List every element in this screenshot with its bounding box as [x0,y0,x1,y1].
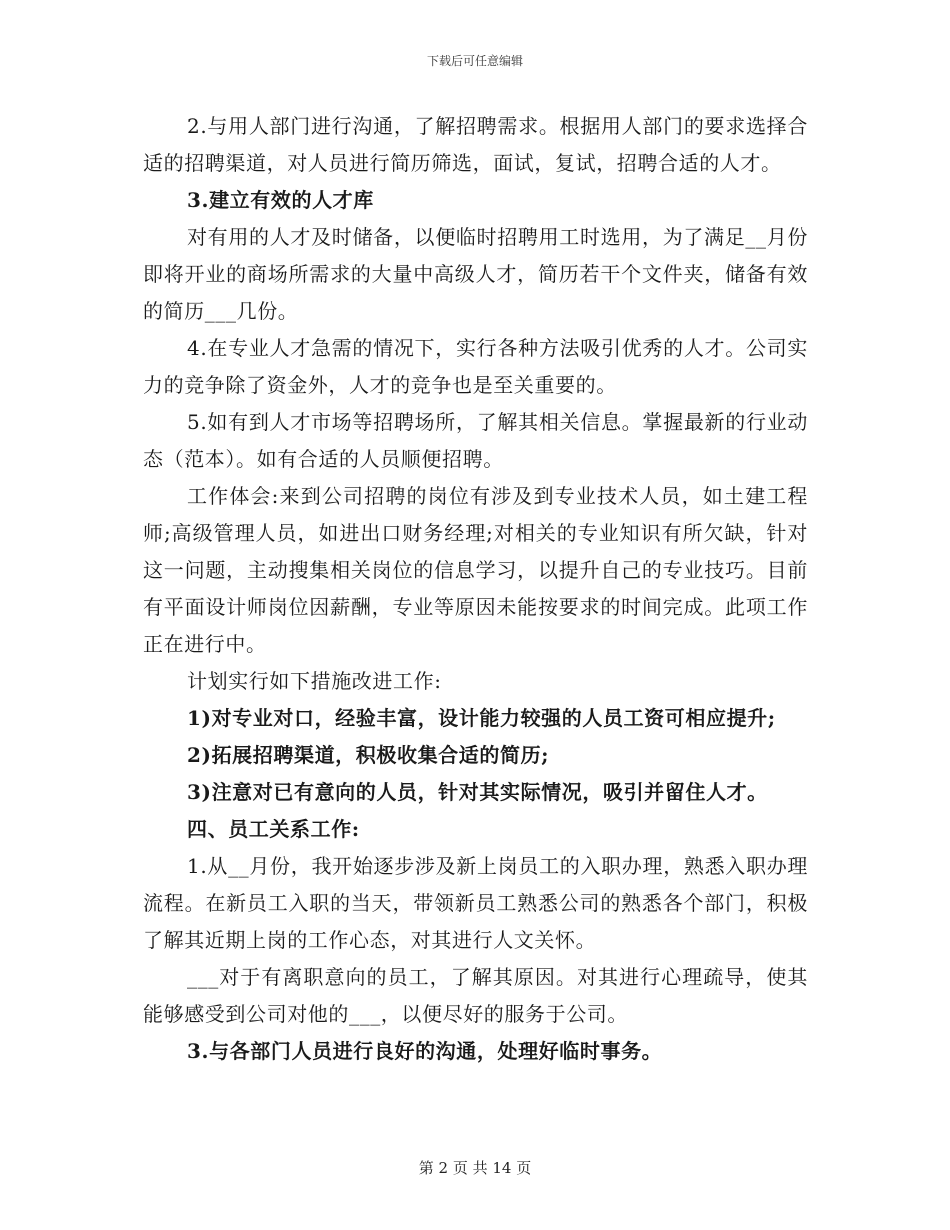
document-body [143,108,808,1070]
paragraph-resignation: ___对于有离职意向的员工，了解其原因。对其进行心理疏导，使其能够感受到公司对他的___，以便尽好的服务于公司。 [143,965,808,1026]
heading-talent-pool: 3.建立有效的人才库 [187,188,374,212]
page-footer: 第 2 页 共 14 页 [418,1159,532,1177]
plan-item-2: 2)拓展招聘渠道，积极收集合适的简历; [187,743,550,767]
paragraph-improvement-plan: 计划实行如下措施改进工作: [187,669,442,693]
paragraph-talent-market: 5.如有到人才市场等招聘场所，了解其相关信息。掌握最新的行业动态（范本）。如有合适的人员顺便招聘。 [143,410,808,471]
plan-item-1: 1)对专业对口，经验丰富，设计能力较强的人员工资可相应提升; [187,706,776,730]
paragraph-onboarding: 1.从__月份，我开始逐步涉及新上岗员工的入职办理，熟悉入职办理流程。在新员工入职的当天，带领新员工熟悉公司的熟悉各个部门，积极了解其近期上岗的工作心态，对其进行人文关怀。 [143,854,808,952]
section-heading-employee-relations: 四、员工关系工作: [187,817,360,841]
page-header: 下载后可任意编辑 [426,54,523,68]
paragraph-recruit-communication: 2.与用人部门进行沟通，了解招聘需求。根据用人部门的要求选择合适的招聘渠道，对人员进行简历筛选，面试，复试，招聘合适的人才。 [143,114,808,175]
plan-item-3: 3)注意对已有意向的人员，针对其实际情况，吸引并留住人才。 [187,780,768,804]
paragraph-work-experience: 工作体会:来到公司招聘的岗位有涉及到专业技术人员，如土建工程师;高级管理人员，如进出口财务经理;对相关的专业知识有所欠缺，针对这一问题，主动搜集相关岗位的信息学习，以提升自己的专业技巧。目前有平面设计师岗位因薪酬，专业等原因未能按要求的时间完成。此项工作正在进行中。 [143,484,808,656]
paragraph-urgent-talent: 4.在专业人才急需的情况下，实行各种方法吸引优秀的人才。公司实力的竞争除了资金外，人才的竞争也是至关重要的。 [143,336,808,397]
paragraph-department-communication: 3.与各部门人员进行良好的沟通，处理好临时事务。 [187,1039,663,1063]
paragraph-talent-reserve: 对有用的人才及时储备，以便临时招聘用工时选用，为了满足__月份即将开业的商场所需求的大量中高级人才，简历若干个文件夹，储备有效的简历___几份。 [143,225,808,323]
